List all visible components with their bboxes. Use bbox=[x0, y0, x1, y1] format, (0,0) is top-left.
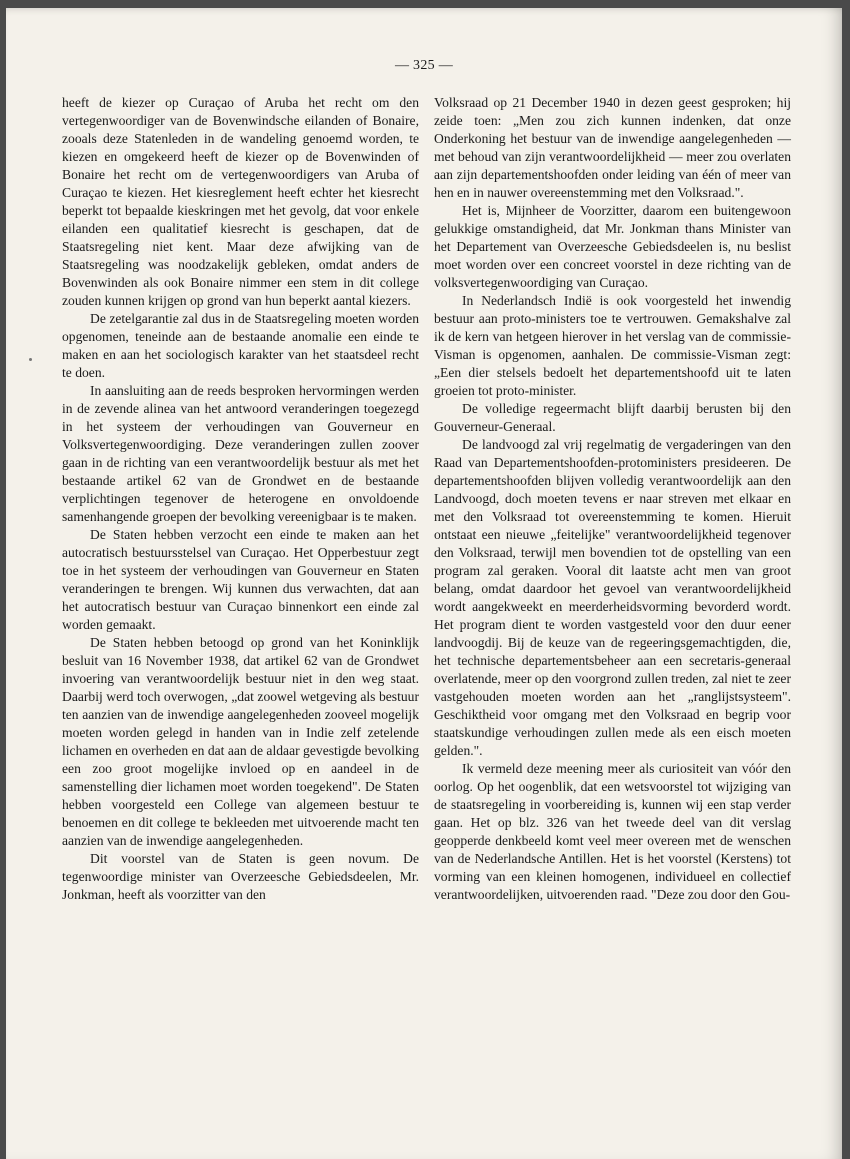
paragraph: De landvoogd zal vrij regelmatig de vergaderingen van den Raad van Departementshoofden-protoministers presideeren. De departementshoofden blijven volledig verantwoordelijk aan den Landvoogd, doch moeten tevens er naar streven met elkaar en met den Volksraad tot overeenstemming te komen. Hieruit ontstaat een nieuwe „feitelijke" verantwoordelijkheid tegenover den Volksraad, terwijl men bovendien tot de opstelling van een program zal geraken. Vooral dit laatste acht men van groot belang, omdat daardoor het gevoel van verantwoordelijkheid wordt aangekweekt en meerderheidsvorming bevorderd wordt. Het program dient te worden vastgesteld voor den duur eener landvoogdij. Bij de keuze van de regeeringsgemachtigden, die, het technische departementsbeheer aan een secretaris-generaal overlatende, meer op den voorgrond zullen treden, zal niet te zeer vastgehouden moeten worden aan het „ranglijstsysteem". Geschiktheid voor omgang met den Volksraad en begrip voor staatskundige verhoudingen zullen mede als een eisch moeten gelden.". bbox=[434, 437, 791, 758]
paragraph: Het is, Mijnheer de Voorzitter, daarom een buitengewoon gelukkige omstandigheid, dat Mr. Jonkman thans Minister van het Departement van Overzeesche Gebiedsdeelen is, nu beslist moet worden over een concreet voorstel in deze richting van de volksvertegenwoordiging van Curaçao. bbox=[434, 203, 791, 290]
paragraph: Ik vermeld deze meening meer als curiositeit van vóór den oorlog. Op het oogenblik, dat een wetsvoorstel tot wijziging van de staatsregeling in voorbereiding is, kunnen wij een stap verder gaan. Het op blz. 326 van het tweede deel van dit verslag geopperde denkbeeld komt veel meer overeen met de wenschen van de Nederlandsche Antillen. Het is het voorstel (Kerstens) tot vorming van een kleinen homogenen, individueel en collectief verantwoordelijken, uitvoerenden raad. "Deze zou door den Gou- bbox=[434, 761, 791, 902]
paragraph: In Nederlandsch Indië is ook voorgesteld het inwendig bestuur aan proto-ministers toe te vertrouwen. Gemakshalve zal ik de kern van hetgeen hierover in het verslag van de commissie-Visman is opgenomen, aanhalen. De commissie-Visman zegt: „Een dier stelsels bedoelt het departementshoofd uit te laten groeien tot proto-minister. bbox=[434, 293, 791, 398]
page-number: — 325 — bbox=[394, 58, 454, 73]
paragraph: heeft de kiezer op Curaçao of Aruba het recht om den vertegenwoordiger van de Bovenwindsche eilanden of Bonaire, zooals deze Statenleden in de wandeling genoemd worden, te kiezen en omgekeerd heeft de kiezer op de Bovenwinden of Bonaire het recht om de vertegenwoordigers van Aruba of Curaçao te kiezen. Het kiesreglement heeft echter het kiesrecht beperkt tot bepaalde kieskringen met het gevolg, dat voor enkele eilanden een qualitatief kiesrecht is geschapen, dat de Staatsregeling niet kent. Maar deze afwijking van de Staatsregeling was noodzakelijk gebleken, omdat anders de Bovenwinden als ook Bonaire nimmer een stem in dit college zouden kunnen krijgen op grond van hun beperkt aantal kiezers. bbox=[62, 95, 419, 308]
paragraph: De Staten hebben verzocht een einde te maken aan het autocratisch bestuursstelsel van Curaçao. Het Opperbestuur zegt toe in het systeem der verhoudingen van Gouverneur en Staten veranderingen te brengen. Wij kunnen dus verwachten, dat aan het autocratisch bestuur van Curaçao binnenkort een einde zal worden gemaakt. bbox=[62, 527, 419, 632]
right-column bbox=[434, 94, 791, 904]
margin-speck bbox=[29, 358, 32, 361]
paragraph: Dit voorstel van de Staten is geen novum. De tegenwoordige minister van Overzeesche Gebiedsdeelen, Mr. Jonkman, heeft als voorzitter van den bbox=[62, 851, 419, 902]
paragraph: In aansluiting aan de reeds besproken hervormingen werden in de zevende alinea van het antwoord veranderingen toegezegd in het systeem der verhoudingen van Gouverneur en Volksvertegenwoordiging. Deze veranderingen zullen zoover gaan in de richting van een verantwoordelijk bestuur als met het bestaande artikel 62 van de Grondwet en de bestaande verplichtingen tegenover de heterogene en onvoldoende samenhangende groepen der bevolking vereenigbaar is te maken. bbox=[62, 383, 419, 524]
paragraph: De zetelgarantie zal dus in de Staatsregeling moeten worden opgenomen, teneinde aan de bestaande anomalie een einde te maken en aan het sociologisch karakter van het staatsdeel recht te doen. bbox=[62, 311, 419, 380]
paragraph: De Staten hebben betoogd op grond van het Koninklijk besluit van 16 November 1938, dat artikel 62 van de Grondwet invoering van verantwoordelijk bestuur niet in den weg staat. Daarbij werd toch overwogen, „dat zoowel wetgeving als bestuur ten aanzien van de inwendige aangelegenheden zooveel mogelijk moeten worden gelegd in handen van in Indie zelf zetelende lichamen en overheden en dat aan de aldaar gevestigde bevolking een zoo groot mogelijke invloed op en aandeel in de samenstelling dier lichamen moet worden toegekend". De Staten hebben voorgesteld een College van algemeen bestuur te benoemen en dit college te bekleeden met uitvoerende macht ten aanzien van de inwendige aangelegenheden. bbox=[62, 635, 419, 848]
left-column bbox=[62, 94, 419, 904]
document-page bbox=[6, 8, 842, 1159]
paragraph: Volksraad op 21 December 1940 in dezen geest gesproken; hij zeide toen: „Men zou zich kunnen indenken, dat onze Onderkoning het bestuur van de inwendige aangelegenheden — met behoud van zijn verantwoordelijkheid — meer zou overlaten aan zijn departementshoofden onder leiding van één of meer van hen en in nauwer overeenstemming met den Volksraad.". bbox=[434, 95, 791, 200]
paragraph: De volledige regeermacht blijft daarbij berusten bij den Gouverneur-Generaal. bbox=[434, 401, 791, 434]
